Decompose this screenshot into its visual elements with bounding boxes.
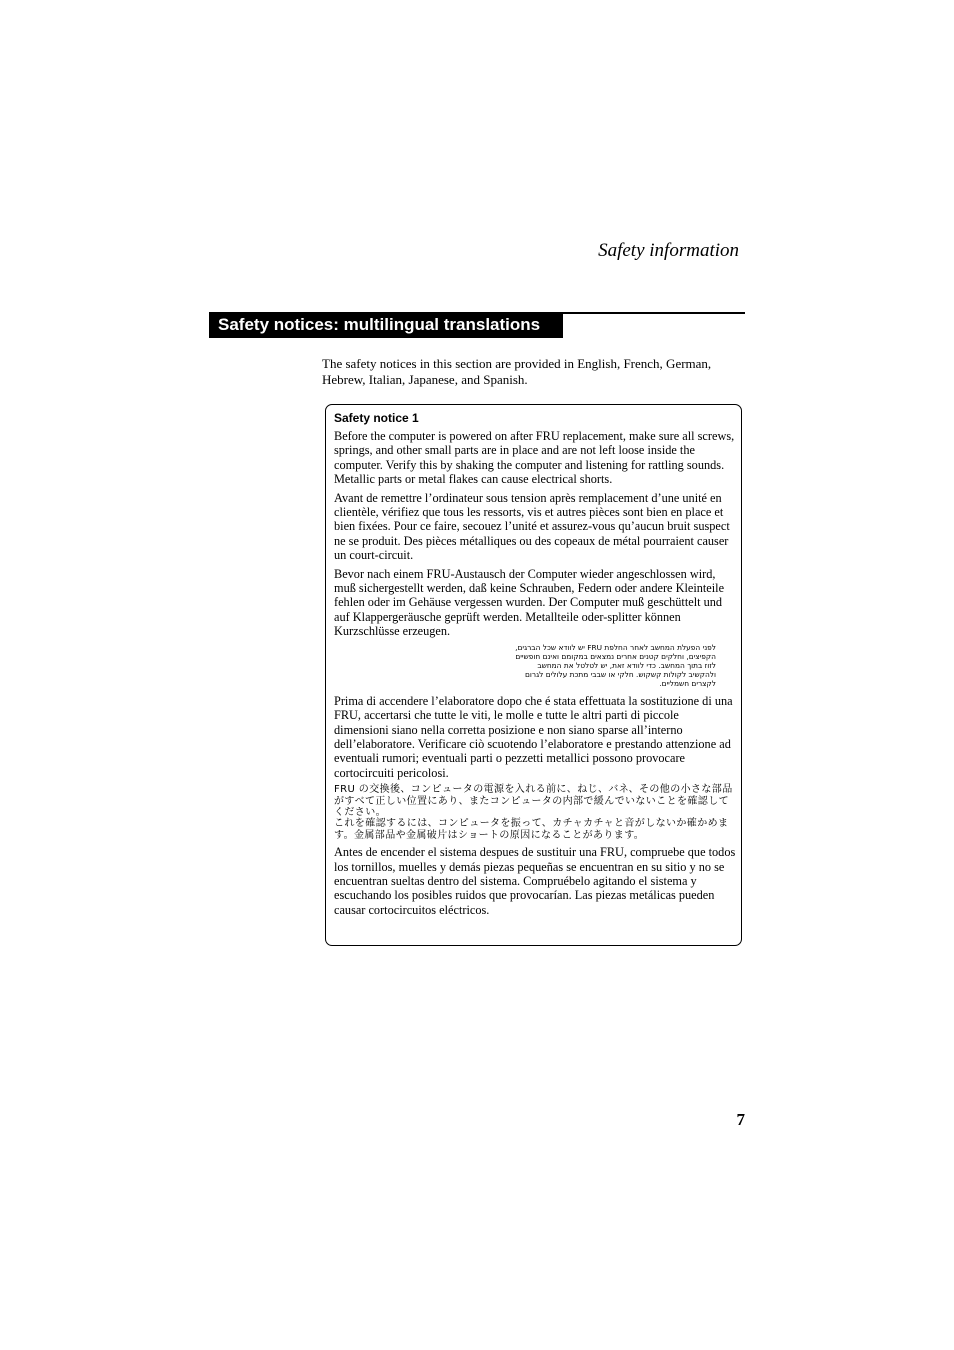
notice-german: Bevor nach einem FRU-Austausch der Computer wieder angeschlossen wird, muß sichergestellt werden, daß keine Schrauben, Federn oder andere Kleinteile fehlen oder im Gehäuse vergessen wurden. Der Computer muß geschüttelt und auf Klappergeräusche geprüft werden. Metallteile oder-splitter können Kurzschlüsse erzeugen. bbox=[334, 566, 725, 639]
notice-japanese bbox=[334, 784, 736, 841]
notice-spanish: Antes de encender el sistema despues de sustituir una FRU, compruebe que todos los tornillos, muelles y demás piezas pequeñas se encuentran en su sitio y no se encuentran sueltas dentro del sistema. Compruébelo agitando el sistema y escuchando los posibles ruidos que provocarían. Las piezas metálicas pueden causar cortocircuitos eléctricos. bbox=[334, 845, 736, 917]
notice-french: Avant de remettre l’ordinateur sous tension après remplacement d’une unité en clientèle, vérifiez que tous les ressorts, vis et autres pièces sont bien en place et bien fixées. Pour ce faire, secouez l’unité et assurez-vous qu’aucun bruit suspect ne se produit. Des pièces métalliques ou des copeaux de métal pourraient causer un court-circuit. bbox=[334, 490, 730, 563]
running-header: Safety information bbox=[598, 240, 739, 261]
page-number: 7 bbox=[736, 1110, 745, 1129]
notice-japanese-line-1: FRU の交換後、コンピュータの電源を入れる前に、ねじ、バネ、その他の小さな部品がすべて正しい位置にあり、またコンピュータの内部で緩んでいないことを確認してください。 bbox=[334, 784, 733, 818]
notice-english: Before the computer is powered on after FRU replacement, make sure all screws, springs, and other small parts are in place and are not left loose inside the computer. Verify this by shaking the computer and listening for rattling sounds. Metallic parts or metal flakes can cause electrical shorts. bbox=[334, 429, 735, 487]
section-heading-box bbox=[209, 312, 563, 338]
notice-hebrew: לפני הפעלת המחשב לאחר החלפת FRU יש לוודא שכל הברגים, הקפיצים, וחלקים קטנים אחרים נמצאים במקומם ואינם חופשיים לזוז בתוך המחשב. כדי לוודא זאת, יש לטלטל את המחשב ולהקשיב לקולות קשקוש. חלקי או שבבי מתכת עלולים לגרום לקצרים חשמליים. bbox=[515, 642, 716, 688]
notice-japanese-line-2: これを確認するには、コンピュータを振って、カチャカチャと音がしないか確かめます。金属部品や金属破片はショートの原因になることがあります。 bbox=[334, 818, 729, 841]
notice-title: Safety notice 1 bbox=[334, 411, 419, 425]
intro-paragraph: The safety notices in this section are provided in English, French, German, Hebrew, Italian, Japanese, and Spanish. bbox=[322, 356, 712, 387]
section-title: Safety notices: multilingual translations bbox=[218, 315, 541, 334]
notice-italian: Prima di accendere l’elaboratore dopo che é stata effettuata la sostituzione di una FRU, accertarsi che tutte le viti, le molle e tutte le altri parti di piccole dimensioni siano nella corretta posizione e non siano sparse all’interno dell’elaboratore. Verificare ciò scuotendo l’elaboratore e prestando attenzione ad eventuali rumori; eventuali parti o pezzetti metallici possono provocare cortocircuiti pericolosi. bbox=[334, 693, 733, 780]
safety-notice-box bbox=[325, 404, 742, 946]
